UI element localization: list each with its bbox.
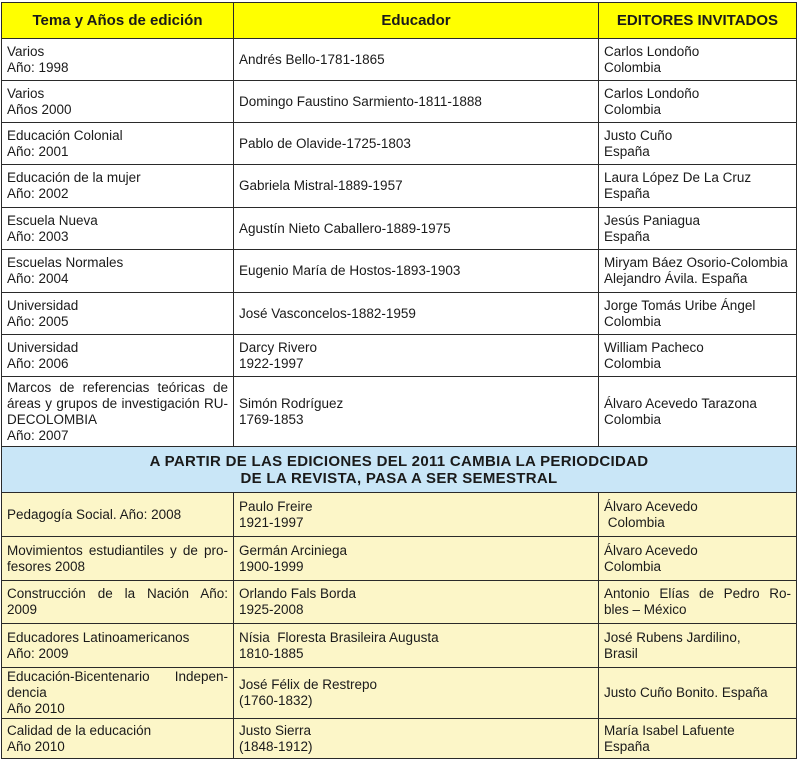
educator-line: Gabriela Mistral-1889-1957	[239, 178, 403, 193]
table-row	[2, 123, 797, 165]
periodicity-note	[2, 447, 797, 493]
editors-cell	[599, 250, 797, 293]
editors-line: Colombia	[604, 313, 662, 329]
educator-line: Darcy Rivero	[239, 339, 318, 355]
educator-line: Domingo Faustino Sarmiento-1811-1888	[239, 93, 482, 109]
editors-line: Antonio Elías de Pedro Ro-	[604, 586, 791, 601]
editors-line: Brasil	[604, 645, 638, 661]
educator-line: Andrés Bello-1781-1865	[239, 51, 385, 67]
topic-line: Año: 2007	[7, 427, 69, 443]
educator-cell	[234, 39, 599, 81]
table-row	[2, 165, 797, 208]
editors-cell	[599, 377, 797, 447]
topic-line: Varios	[7, 43, 45, 59]
topic-line: Construcción de la Nación Año:	[7, 586, 228, 601]
educator-line: (1760-1832)	[239, 693, 313, 708]
editors-cell	[599, 668, 797, 719]
topic-cell	[2, 493, 234, 537]
editions-table	[1, 2, 797, 759]
editors-line: Justo Cuño	[604, 127, 673, 143]
header-educator: Educador	[234, 3, 599, 39]
topic-line: Universidad	[7, 297, 79, 313]
topic-cell	[2, 377, 234, 447]
topic-cell	[2, 581, 234, 624]
topic-line: Año: 2005	[7, 313, 69, 329]
topic-cell	[2, 165, 234, 208]
banner-line: A PARTIR DE LAS EDICIONES DEL 2011 CAMBIA LA PERIODCIDAD	[149, 452, 649, 470]
educator-cell	[234, 250, 599, 293]
educator-line: Eugenio María de Hostos-1893-1903	[239, 263, 461, 278]
topic-line: fesores 2008	[7, 558, 86, 574]
periodicity-banner-section	[2, 447, 797, 493]
topic-line: Movimientos estudiantiles y de pro-	[7, 542, 228, 558]
topic-cell	[2, 537, 234, 581]
editors-line: Colombia	[604, 558, 662, 574]
educator-cell	[234, 581, 599, 624]
topic-line: Educación de la mujer	[7, 170, 141, 185]
topic-cell	[2, 123, 234, 165]
topic-line: Año 2010	[7, 701, 65, 716]
editors-cell	[599, 624, 797, 668]
topic-line: DECOLOMBIA	[7, 411, 98, 427]
table-row	[2, 668, 797, 719]
editions-semestral	[2, 493, 797, 759]
banner-line: DE LA REVISTA, PASA A SER SEMESTRAL	[240, 469, 558, 487]
table-row	[2, 250, 797, 293]
educator-line: Justo Sierra	[239, 722, 312, 738]
topic-line: Varios	[7, 85, 45, 101]
table-row	[2, 81, 797, 123]
educator-cell	[234, 81, 599, 123]
editors-line: Álvaro Acevedo Tarazona	[604, 395, 757, 411]
editions-annual	[2, 39, 797, 447]
topic-line: Pedagogía Social. Año: 2008	[7, 506, 182, 522]
table-row	[2, 581, 797, 624]
topic-line: Universidad	[7, 339, 79, 355]
header-row	[2, 3, 797, 39]
educator-line: 1900-1999	[239, 558, 304, 574]
editors-line: España	[604, 228, 650, 244]
topic-line: Educadores Latinoamericanos	[7, 629, 190, 645]
editors-line: Justo Cuño Bonito. España	[604, 685, 768, 700]
table-row	[2, 624, 797, 668]
editors-line: Jesús Paniagua	[604, 212, 701, 228]
editors-line: España	[604, 186, 650, 201]
editors-line: España	[604, 738, 650, 754]
educator-cell	[234, 293, 599, 335]
editors-cell	[599, 537, 797, 581]
periodicity-banner	[2, 447, 797, 493]
editors-line: Colombia	[604, 514, 665, 530]
editors-cell	[599, 335, 797, 377]
topic-line: Marcos de referencias teóricas de	[7, 379, 228, 395]
topic-line: Año: 1998	[7, 59, 69, 75]
topic-line: Calidad de la educación	[7, 722, 152, 738]
educator-cell	[234, 537, 599, 581]
topic-cell	[2, 39, 234, 81]
topic-line: Año: 2009	[7, 645, 69, 661]
educator-line: Germán Arciniega	[239, 542, 348, 558]
topic-line: Años 2000	[7, 101, 72, 117]
educator-line: 1921-1997	[239, 514, 304, 530]
table-row	[2, 719, 797, 759]
educator-cell	[234, 377, 599, 447]
editors-cell	[599, 719, 797, 759]
editors-line: William Pacheco	[604, 339, 704, 355]
educator-line: 1810-1885	[239, 645, 304, 661]
editors-cell	[599, 165, 797, 208]
topic-cell	[2, 668, 234, 719]
topic-cell	[2, 293, 234, 335]
table-row	[2, 493, 797, 537]
table-row	[2, 39, 797, 81]
editors-line: Laura López De La Cruz	[604, 170, 752, 185]
topic-cell	[2, 208, 234, 250]
header-topic: Tema y Años de edición	[2, 3, 234, 39]
topic-line: Educación-Bicentenario Indepen-	[7, 669, 228, 684]
educator-line: Simón Rodríguez	[239, 395, 344, 411]
educator-line: Nísia Floresta Brasileira Augusta	[239, 629, 439, 645]
topic-cell	[2, 719, 234, 759]
editors-cell	[599, 123, 797, 165]
topic-cell	[2, 81, 234, 123]
editors-cell	[599, 81, 797, 123]
educator-line: Orlando Fals Borda	[239, 586, 357, 601]
educator-line: Paulo Freire	[239, 498, 313, 514]
topic-line: Año: 2004	[7, 271, 69, 286]
topic-line: Año: 2003	[7, 228, 69, 244]
educator-cell	[234, 165, 599, 208]
topic-cell	[2, 335, 234, 377]
editors-cell	[599, 208, 797, 250]
editors-line: Miryam Báez Osorio-Colombia	[604, 255, 788, 270]
educator-line: (1848-1912)	[239, 738, 313, 754]
table-row	[2, 537, 797, 581]
editors-line: España	[604, 143, 650, 159]
educator-line: Agustín Nieto Caballero-1889-1975	[239, 220, 451, 236]
educator-line: José Vasconcelos-1882-1959	[239, 305, 416, 321]
editors-cell	[599, 493, 797, 537]
editors-line: Jorge Tomás Uribe Ángel	[604, 297, 756, 313]
topic-line: Año 2010	[7, 738, 65, 754]
educator-cell	[234, 668, 599, 719]
editors-line: Carlos Londoño	[604, 43, 700, 59]
editors-line: bles – México	[604, 602, 687, 617]
topic-cell	[2, 250, 234, 293]
table-row	[2, 377, 797, 447]
editors-line: Colombia	[604, 355, 662, 371]
educator-cell	[234, 335, 599, 377]
editors-line: María Isabel Lafuente	[604, 722, 735, 738]
topic-line: Año: 2002	[7, 186, 69, 201]
topic-line: Educación Colonial	[7, 127, 123, 143]
editors-cell	[599, 39, 797, 81]
topic-line: dencia	[7, 685, 47, 700]
editors-cell	[599, 293, 797, 335]
topic-line: 2009	[7, 602, 38, 617]
editors-line: Carlos Londoño	[604, 85, 700, 101]
educator-line: 1922-1997	[239, 355, 304, 371]
editors-line: Colombia	[604, 59, 662, 75]
topic-line: Año: 2001	[7, 143, 69, 159]
editors-line: José Rubens Jardilino,	[604, 629, 741, 645]
educator-line: 1769-1853	[239, 411, 304, 427]
topic-line: áreas y grupos de investigación RU-	[7, 395, 228, 411]
educator-cell	[234, 624, 599, 668]
editors-line: Colombia	[604, 101, 662, 117]
topic-line: Año: 2006	[7, 355, 69, 371]
topic-line: Escuelas Normales	[7, 255, 124, 270]
topic-line: Escuela Nueva	[7, 212, 98, 228]
educator-cell	[234, 493, 599, 537]
editors-line: Álvaro Acevedo	[604, 542, 698, 558]
educator-line: Pablo de Olavide-1725-1803	[239, 135, 411, 151]
editors-line: Álvaro Acevedo	[604, 498, 698, 514]
editors-line: Alejandro Ávila. España	[604, 271, 748, 286]
educator-line: José Félix de Restrepo	[239, 677, 378, 692]
educator-cell	[234, 208, 599, 250]
table-row	[2, 208, 797, 250]
topic-cell	[2, 624, 234, 668]
educator-line: 1925-2008	[239, 602, 304, 617]
editors-line: Colombia	[604, 411, 662, 427]
header-editors: EDITORES INVITADOS	[599, 3, 797, 39]
educator-cell	[234, 719, 599, 759]
editors-cell	[599, 581, 797, 624]
educator-cell	[234, 123, 599, 165]
table-row	[2, 293, 797, 335]
table-row	[2, 335, 797, 377]
